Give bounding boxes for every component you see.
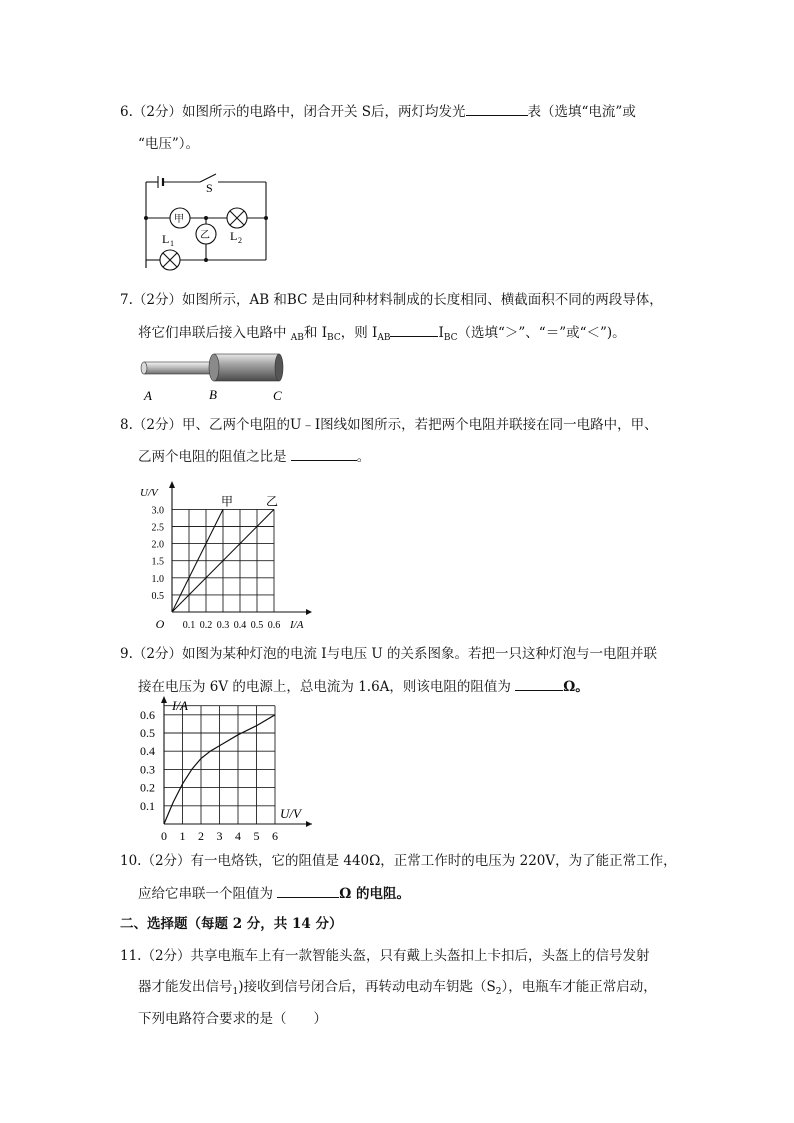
y-tick-label: 1.5 xyxy=(151,556,164,568)
x-axis-label: I/A xyxy=(290,619,304,631)
q7-t-e: ，则 I xyxy=(340,325,378,341)
y-tick-label: 0.6 xyxy=(140,707,155,722)
q6-line2: “电压”）。 xyxy=(138,136,200,152)
x-tick-label: 3 xyxy=(216,829,223,843)
lamp1-sub: 1 xyxy=(170,239,174,248)
q8-answer-blank[interactable] xyxy=(291,446,357,461)
q9-line1: 9.（2分）如图为某种灯泡的电流 I与电压 U 的关系图象。若把一只这种灯泡与一电阻并联 xyxy=(120,646,658,662)
q8-t-pre: 乙两个电阻的阻值之比是 xyxy=(138,449,291,465)
q10-line1: 10.（2分）有一电烙铁，它的阻值是 440Ω，正常工作时的电压为 220V，为了能正常工作， xyxy=(120,853,677,869)
q6-answer-blank[interactable] xyxy=(466,101,528,116)
x-tick-label: 0.3 xyxy=(216,620,230,631)
label-c: C xyxy=(273,388,282,403)
q9-t-post: Ω。 xyxy=(563,679,589,695)
x-tick-label: 2 xyxy=(198,829,204,843)
lamp1-label: L xyxy=(162,232,170,246)
y-axis-label: U/V xyxy=(140,487,158,499)
series-label-1: 甲 xyxy=(221,494,234,509)
y-tick-label: 1.0 xyxy=(151,573,164,585)
q7-line2 xyxy=(138,322,626,348)
x-tick-label: 0.1 xyxy=(182,620,196,631)
meter-jia-label: 甲 xyxy=(174,214,184,225)
q8-ui-chart xyxy=(138,480,318,635)
y-tick-label: 2.5 xyxy=(151,522,164,534)
y-axis-label: I/A xyxy=(172,698,188,713)
q6-line1 xyxy=(120,101,636,122)
y-axis-arrow xyxy=(169,481,175,488)
x-tick-label: 0.6 xyxy=(267,620,281,631)
q7-sub-ab: AB xyxy=(290,333,304,343)
origin-label: 0 xyxy=(161,829,167,843)
meter-yi-label: 乙 xyxy=(200,230,210,241)
x-tick-label: 0.4 xyxy=(233,620,247,631)
q11-line1: 11.（2分）共享电瓶车上有一款智能头盔，只有戴上头盔扣上卡扣后，头盔上的信号发射 xyxy=(120,948,650,964)
lamp2-label: L xyxy=(230,229,238,243)
q8-line1: 8.（2分）甲、乙两个电阻的U﹣I图线如图所示，若把两个电阻并联接在同一电路中，甲、 xyxy=(120,417,658,433)
x-tick-label: 4 xyxy=(235,829,241,843)
q7-sub-bc2: BC xyxy=(443,333,458,343)
x-tick-label: 1 xyxy=(179,829,186,843)
q11-t-a: 器才能发出信号 xyxy=(138,979,233,995)
x-tick-label: 0.5 xyxy=(250,620,264,631)
switch-label: S xyxy=(206,181,213,195)
origin-label: O xyxy=(155,617,165,631)
section2-title: 二、选择题（每题 2 分，共 14 分） xyxy=(120,916,343,932)
q9-answer-blank[interactable] xyxy=(515,676,563,691)
x-axis-arrow xyxy=(306,821,312,827)
q11-line2 xyxy=(138,977,657,1002)
q7-t-i: （选填“＞”、“＝”或“＜”)。 xyxy=(457,325,626,341)
y-tick-label: 0.2 xyxy=(140,780,155,795)
x-axis-label: U/V xyxy=(280,806,301,821)
x-tick-label: 0.2 xyxy=(199,620,213,631)
y-tick-label: 0.1 xyxy=(140,798,155,813)
q11-t-c: )接收到信号闭合后，再转动电动车钥匙（S xyxy=(238,979,496,995)
label-a: A xyxy=(144,388,152,403)
q7-sub-bc: BC xyxy=(327,333,341,343)
label-b: B xyxy=(209,387,217,402)
y-tick-label: 2.0 xyxy=(151,539,164,551)
q11-t-e: ），电瓶车才能正常启动， xyxy=(501,979,657,995)
q10-answer-blank[interactable] xyxy=(277,883,339,898)
q11-line3: 下列电路符合要求的是（ ） xyxy=(138,1011,327,1027)
q7-t-a: 将它们串联后接入电路中 xyxy=(138,325,291,341)
q8-line2 xyxy=(138,446,370,467)
y-tick-label: 0.5 xyxy=(140,726,155,740)
q7-t-c: 和 I xyxy=(303,325,328,341)
x-axis-arrow xyxy=(306,609,312,615)
y-tick-label: 3.0 xyxy=(151,505,164,517)
q6-text-a: 6.（2分）如图所示的电路中，闭合开关 S后，两灯均发光 xyxy=(120,104,466,120)
y-tick-label: 0.4 xyxy=(140,744,155,759)
q7-answer-blank[interactable] xyxy=(390,322,438,337)
q6-circuit-figure xyxy=(138,168,278,278)
x-tick-label: 5 xyxy=(253,829,260,843)
y-tick-label: 0.5 xyxy=(151,590,164,602)
series-label-2: 乙 xyxy=(266,494,279,509)
q7-sub-ab2: AB xyxy=(377,333,391,343)
q10-t-post: Ω 的电阻。 xyxy=(339,886,411,902)
q7-t-g: I xyxy=(438,325,444,341)
q9-t-pre: 接在电压为 6V 的电源上，总电流为 1.6A，则该电阻的阻值为 xyxy=(138,679,516,695)
y-axis-arrow xyxy=(161,696,167,703)
q10-line2 xyxy=(138,883,410,904)
q9-iu-chart xyxy=(138,694,318,846)
q11-sub-1: 1 xyxy=(232,987,239,997)
q10-t-pre: 应给它串联一个阻值为 xyxy=(138,886,278,902)
q6-text-b: 表（选填“电流”或 xyxy=(527,104,636,120)
q8-t-post: 。 xyxy=(356,449,371,465)
q11-sub-2: 2 xyxy=(495,987,502,997)
y-tick-label: 0.3 xyxy=(140,762,155,777)
lamp2-sub: 2 xyxy=(238,236,242,245)
q7-line1: 7.（2分）如图所示，AB 和BC 是由同种材料制成的长度相同、横截面积不同的两段导体， xyxy=(120,292,663,308)
q7-conductor-figure xyxy=(138,350,298,405)
x-tick-label: 6 xyxy=(272,829,278,843)
